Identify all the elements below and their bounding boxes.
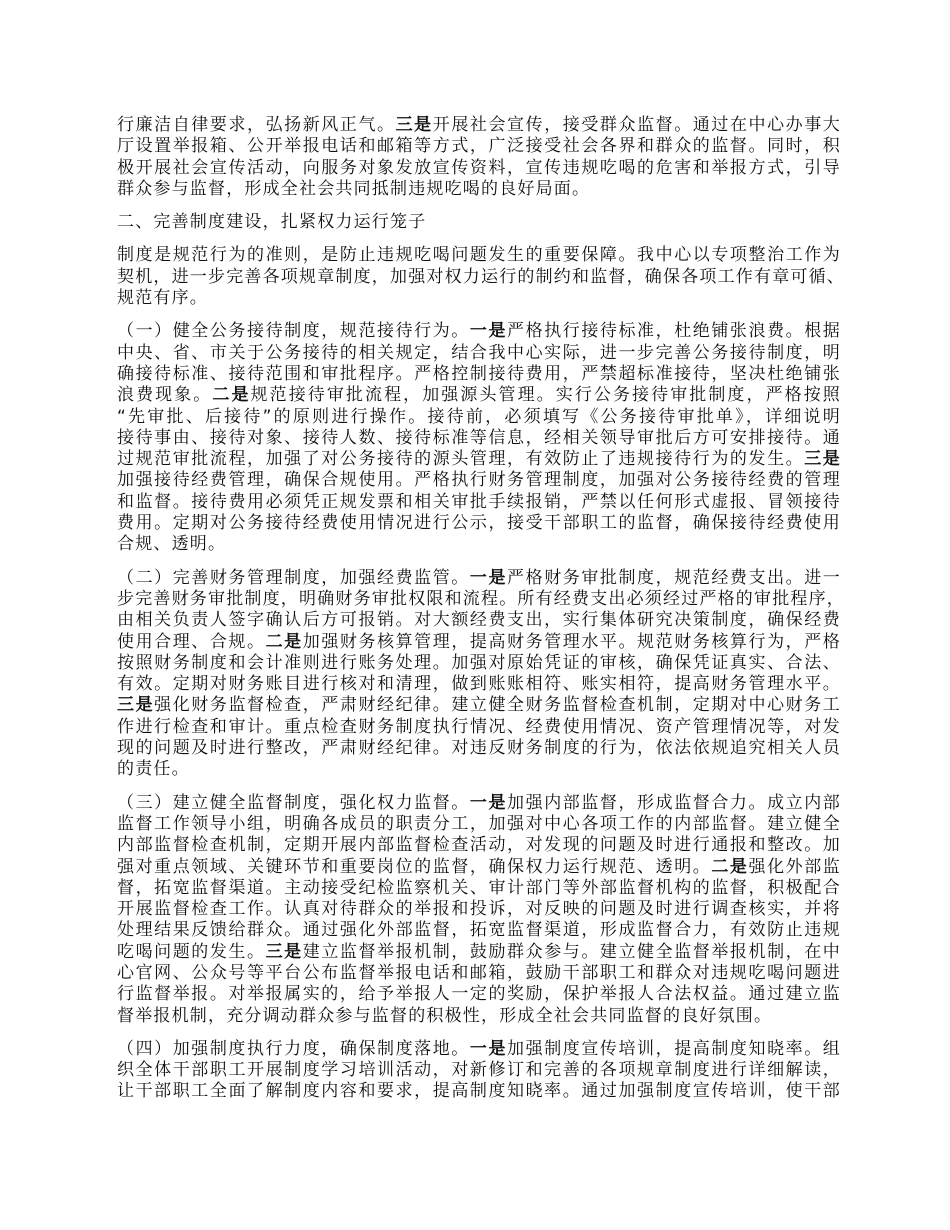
text-segment: 行监督举报。对举报属实的，给予举报人一定的奖励，保护举报人合法权益。通过建立监 (117, 984, 841, 1005)
text-line (117, 814, 841, 835)
text-segment: 作进行检查和审计。重点检查财务制度执行情况、经费使用情况、资产管理情况等，对发 (117, 716, 841, 737)
text-segment: 二、完善制度建设，扎紧权力运行笼子 (117, 212, 427, 233)
bold-keyword: 三是 (265, 941, 303, 962)
text-line (117, 1081, 841, 1102)
text-segment: 加强财务核算管理，提高财务管理水平。规范财务核算行为，严格 (302, 631, 841, 652)
text-segment: 按照财务制度和会计准则进行账务处理。加强对原始凭证的审核，确保凭证真实、合法、 (117, 652, 841, 673)
text-segment: 督，拓宽监督渠道。主动接受纪检监察机关、审计部门等外部监督机构的监督，积极配合 (117, 877, 841, 898)
text-segment: 心官网、公众号等平台公布监督举报电话和邮箱，鼓励干部职工和群众对违规吃喝问题进 (117, 962, 841, 983)
text-line (117, 266, 845, 288)
text-segment: 步完善财务审批制度，明确财务审批权限和流程。所有经费支出必须经过严格的审批程序， (117, 588, 845, 609)
text-segment: （一）健全公务接待制度，规范接待行为。 (117, 321, 470, 342)
text-line (117, 920, 841, 941)
text-segment: 合规、透明。 (117, 534, 227, 555)
text-line (117, 1039, 841, 1060)
bold-keyword: 三是 (395, 115, 433, 135)
bold-keyword: 二是 (265, 631, 303, 652)
bold-keyword: 二是 (212, 385, 251, 406)
text-line (117, 343, 841, 364)
text-segment: 督举报机制，充分调动群众参与监督的积极性，形成全社会共同监督的良好氛围。 (117, 1005, 773, 1026)
bold-keyword: 一是 (469, 792, 508, 813)
text-line (117, 492, 841, 513)
text-line (117, 321, 841, 342)
paragraph (117, 793, 841, 1027)
text-line (117, 674, 841, 695)
text-segment: 中央、省、市关于公务接待的相关规定，结合我中心实际，进一步完善公务接待制度，明 (117, 342, 841, 363)
text-segment: 让干部职工全面了解制度内容和要求，提高制度知晓率。通过加强制度宣传培训，使干部 (117, 1081, 841, 1102)
text-segment: 强化财务监督检查，严肃财经纪律。建立健全财务监督检查机制，定期对中心财务工 (154, 695, 841, 716)
text-segment: （二）完善财务管理制度，加强经费监管。 (117, 567, 470, 588)
text-line (117, 212, 841, 233)
text-segment: 内部监督检查机制，定期开展内部监督检查活动，对发现的问题及时进行通报和整改。加 (117, 835, 841, 856)
text-line (117, 984, 841, 1005)
bold-keyword: 三是 (117, 695, 155, 716)
text-line (117, 288, 841, 309)
text-line (117, 568, 841, 589)
text-segment: 费用。定期对公务接待经费使用情况进行公示，接受干部职工的监督，确保接待经费使用 (117, 513, 841, 534)
text-segment: 厅设置举报箱、公开举报电话和邮箱等方式，广泛接受社会各界和群众的监督。同时，积 (117, 136, 841, 157)
text-line (117, 588, 845, 610)
text-segment: 建立监督举报机制，鼓励群众参与。建立健全监督举报机制，在中 (302, 941, 841, 962)
text-segment: 规范接待审批流程，加强源头管理。实行公务接待审批制度，严格按照 (250, 385, 842, 406)
text-segment: 确接待标准、接待范围和审批程序。严格控制接待费用，严禁超标准接待，坚决杜绝铺张 (117, 363, 841, 384)
bold-keyword: 二是 (711, 856, 749, 877)
text-segment: （四）加强制度执行力度，确保制度落地。 (117, 1038, 470, 1059)
text-segment: 织全体干部职工开展制度学习培训活动，对新修订和完善的各项规章制度进行详细解读， (117, 1060, 841, 1081)
bold-keyword: 一是 (469, 321, 508, 342)
text-line (117, 835, 841, 856)
text-segment: 强对重点领域、关键环节和重要岗位的监督，确保权力运行规范、透明。 (117, 856, 712, 877)
text-line (117, 470, 841, 491)
text-segment: 规范有序。 (117, 288, 208, 309)
text-line (117, 136, 841, 157)
text-segment: 极开展社会宣传活动，向服务对象发放宣传资料，宣传违规吃喝的危害和举报方式，引导 (117, 157, 841, 178)
text-segment: 严格执行接待标准，杜绝铺张浪费。根据 (507, 321, 841, 342)
text-segment: 有效。定期对财务账目进行核对和清理，做到账账相符、账实相符，提高财务管理水平。 (117, 674, 841, 695)
text-segment: 强化外部监 (748, 856, 842, 877)
text-segment: 开展监督检查工作。认真对待群众的举报和投诉，对反映的问题及时进行调查核实，并将 (117, 899, 841, 920)
text-segment: 加强内部监督，形成监督合力。成立内部 (507, 792, 841, 813)
text-line (117, 385, 841, 406)
text-line (117, 245, 841, 266)
bold-keyword: 一是 (469, 1038, 508, 1059)
bold-keyword: 三是 (804, 449, 841, 470)
text-segment: 契机，进一步完善各项规章制度，加强对权力运行的制约和监督，确保各项工作有章可循、 (117, 266, 845, 287)
text-segment: 处理结果反馈给群众。通过强化外部监督，拓宽监督渠道，形成监督合力，有效防止违规 (117, 920, 841, 941)
text-line (117, 759, 841, 780)
text-line (117, 364, 841, 385)
text-line (117, 449, 841, 470)
text-line (117, 407, 841, 428)
document-page (117, 115, 845, 1115)
text-line (117, 158, 841, 179)
text-line (117, 1006, 841, 1027)
paragraph (117, 115, 841, 200)
text-line (117, 653, 841, 674)
text-line (117, 878, 841, 899)
text-line (117, 899, 841, 920)
text-segment: 现的问题及时进行整改，严肃财经纪律。对违反财务制度的行为，依法依规追究相关人员 (117, 738, 841, 759)
text-segment: 群众参与监督，形成全社会共同抵制违规吃喝的良好局面。 (117, 178, 591, 199)
paragraph (117, 1039, 841, 1103)
text-line (117, 632, 841, 653)
text-segment: 严格财务审批制度，规范经费支出。进一 (507, 567, 841, 588)
text-line (117, 534, 841, 555)
paragraph (117, 321, 841, 555)
text-line (117, 857, 841, 878)
text-segment: 加强制度宣传培训，提高制度知晓率。组 (507, 1038, 841, 1059)
section-heading (117, 212, 841, 233)
text-segment: 的责任。 (117, 759, 190, 780)
text-line (117, 717, 841, 738)
text-segment: 使用合理、合规。 (117, 631, 266, 652)
text-line (117, 963, 841, 984)
bold-keyword: 一是 (469, 567, 508, 588)
text-line (117, 428, 841, 449)
text-line (117, 695, 841, 716)
paragraph (117, 245, 845, 309)
text-segment: 吃喝问题的发生。 (117, 941, 266, 962)
text-line (117, 1060, 841, 1081)
text-line (117, 610, 841, 631)
paragraph (117, 567, 845, 781)
text-segment: 和监督。接待费用必须凭正规发票和相关审批手续报销，严禁以任何形式虚报、冒领接待 (117, 491, 841, 512)
text-segment: 开展社会宣传，接受群众监督。通过在中心办事大 (432, 115, 842, 135)
text-segment: 制度是规范行为的准则，是防止违规吃喝问题发生的重要保障。我中心以专项整治工作为 (117, 245, 841, 266)
text-segment: 行廉洁自律要求，弘扬新风正气。 (117, 115, 396, 135)
text-line (117, 115, 841, 136)
text-segment: 浪费现象。 (117, 385, 213, 406)
text-segment: “先审批、后接待”的原则进行操作。接待前，必须填写《公务接待审批单》，详细说明 (117, 406, 841, 427)
text-segment: 监督工作领导小组，明确各成员的职责分工，加强对中心各项工作的内部监督。建立健全 (117, 813, 841, 834)
text-segment: 加强接待经费管理，确保合规使用。严格执行财务管理制度，加强对公务接待经费的管理 (117, 470, 841, 491)
text-line (117, 793, 841, 814)
text-line (117, 179, 841, 200)
text-segment: 由相关负责人签字确认后方可报销。对大额经费支出，实行集体研究决策制度，确保经费 (117, 610, 841, 631)
text-segment: 接待事由、接待对象、接待人数、接待标准等信息，经相关领导审批后方可安排接待。通 (117, 427, 841, 448)
text-segment: （三）建立健全监督制度，强化权力监督。 (117, 792, 470, 813)
text-segment: 过规范审批流程，加强了对公务接待的源头管理，有效防止了违规接待行为的发生。 (117, 449, 805, 470)
text-line (117, 942, 841, 963)
text-line (117, 738, 841, 759)
text-line (117, 513, 841, 534)
